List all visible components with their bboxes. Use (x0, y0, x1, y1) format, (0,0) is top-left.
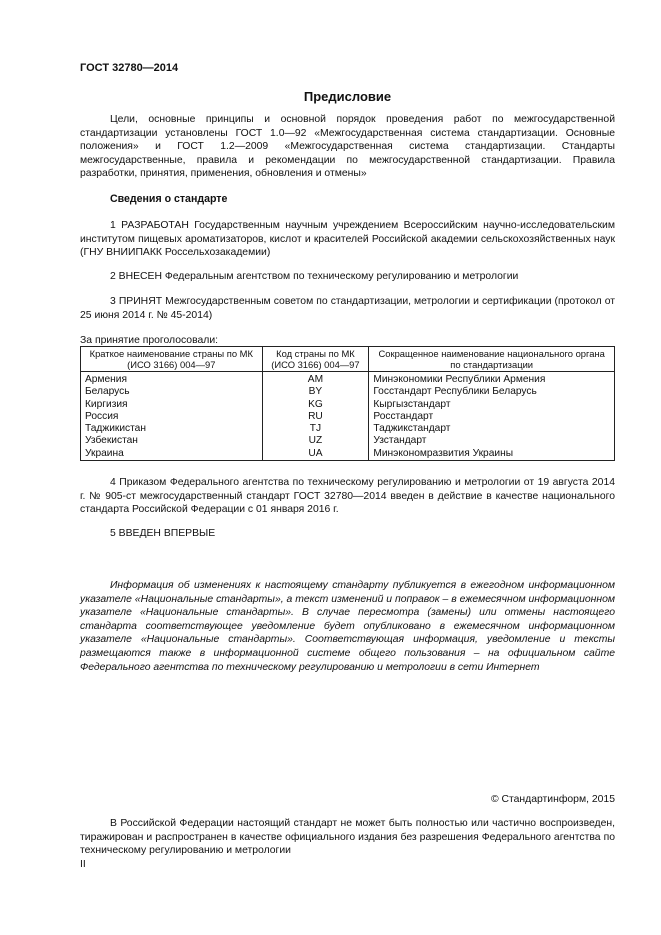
voting-countries-table (80, 346, 615, 461)
table-header-row (81, 347, 615, 372)
item-3-adopted: 3 ПРИНЯТ Межгосударственным советом по стандартизации, метрологии и сертификации (протокол от 25 июня 2014 г. № 45-2014) (80, 296, 615, 321)
table-row (81, 372, 615, 387)
country-cell: Киргизия (81, 399, 263, 411)
copyright-line: © Стандартинформ, 2015 (490, 794, 615, 805)
item-4-order: 4 Приказом Федерального агентства по техническому регулированию и метрологии от 19 августа 2014 г. № 905-ст межгосударственный стандарт ГОСТ 32780—2014 введен в действие в качестве национального стандарта Российской Федерации с 01 января 2016 г. (80, 477, 615, 516)
authority-cell: Минэкономразвития Украины (369, 448, 615, 461)
code-cell: KG (262, 399, 369, 411)
intro-paragraph: Цели, основные принципы и основной порядок проведения работ по межгосударственной стандартизации установлены ГОСТ 1.0—92 «Межгосударственная система стандартизации. Основные положения» и ГОСТ 1.2—2009 «Межгосударственная система стандартизации. Стандарты межгосударственные, правила и рекомендации по межгосударственной стандартизации. Правила разработки, принятия, применения, обновления и отмены» (80, 114, 615, 180)
country-cell: Беларусь (81, 386, 263, 398)
vote-caption: За принятие проголосовали: (80, 335, 219, 346)
country-cell: Украина (81, 448, 263, 461)
section-subheading: Сведения о стандарте (110, 193, 228, 205)
page-title: Предисловие (303, 89, 392, 104)
rights-notice: В Российской Федерации настоящий стандарт не может быть полностью или частично воспроизведен, тиражирован и распространен в качестве официального издания без разрешения Федерального агентства по техническому регулированию и метрологии (80, 818, 615, 857)
country-cell: Россия (81, 411, 263, 423)
country-cell: Армения (81, 372, 263, 387)
changes-notice: Информация об изменениях к настоящему стандарту публикуется в ежегодном информационном указателе «Национальные стандарты», а текст изменений и поправок – в ежемесячном информационном указателе «Национальные стандарты». В случае пересмотра (замены) или отмены настоящего стандарта соответствующее уведомление будет опубликовано в ежемесячном информационном указателе «Национальные стандарты». Соответствующая информация, уведомление и тексты размещаются также в информационной системе общего пользования – на официальном сайте Федерального агентства по техническому регулированию и метрологии в сети Интернет (80, 580, 615, 673)
code-cell: TJ (262, 423, 369, 435)
authority-cell: Таджикстандарт (369, 423, 615, 435)
country-cell: Узбекистан (81, 435, 263, 447)
table-row (81, 435, 615, 447)
document-id-header: ГОСТ 32780—2014 (80, 62, 179, 74)
authority-cell: Минэкономики Республики Армения (369, 372, 615, 387)
code-cell: UA (262, 448, 369, 461)
item-5-first-introduced: 5 ВВЕДЕН ВПЕРВЫЕ (110, 528, 216, 539)
authority-cell: Узстандарт (369, 435, 615, 447)
table-row (81, 448, 615, 461)
page-number: II (80, 859, 86, 870)
authority-cell: Кыргызстандарт (369, 399, 615, 411)
code-cell: BY (262, 386, 369, 398)
authority-cell: Госстандарт Республики Беларусь (369, 386, 615, 398)
table-row (81, 399, 615, 411)
column-header-code: Код страны по МК (ИСО 3166) 004—97 (262, 347, 369, 372)
column-header-authority: Сокращенное наименование национального органа по стандартизации (369, 347, 615, 372)
item-1-developed: 1 РАЗРАБОТАН Государственным научным учреждением Всероссийским научно-исследовательским институтом пищевых ароматизаторов, кислот и красителей Российской академии сельскохозяйственных наук (ГНУ ВНИИПАКК Россельхозакадемии) (80, 220, 615, 259)
code-cell: AM (262, 372, 369, 387)
table-row (81, 386, 615, 398)
column-header-country: Краткое наименование страны по МК (ИСО 3166) 004—97 (81, 347, 263, 372)
item-2-introduced: 2 ВНЕСЕН Федеральным агентством по техническому регулированию и метрологии (110, 271, 519, 282)
country-cell: Таджикистан (81, 423, 263, 435)
code-cell: RU (262, 411, 369, 423)
table-row (81, 411, 615, 423)
code-cell: UZ (262, 435, 369, 447)
authority-cell: Росстандарт (369, 411, 615, 423)
table-row (81, 423, 615, 435)
